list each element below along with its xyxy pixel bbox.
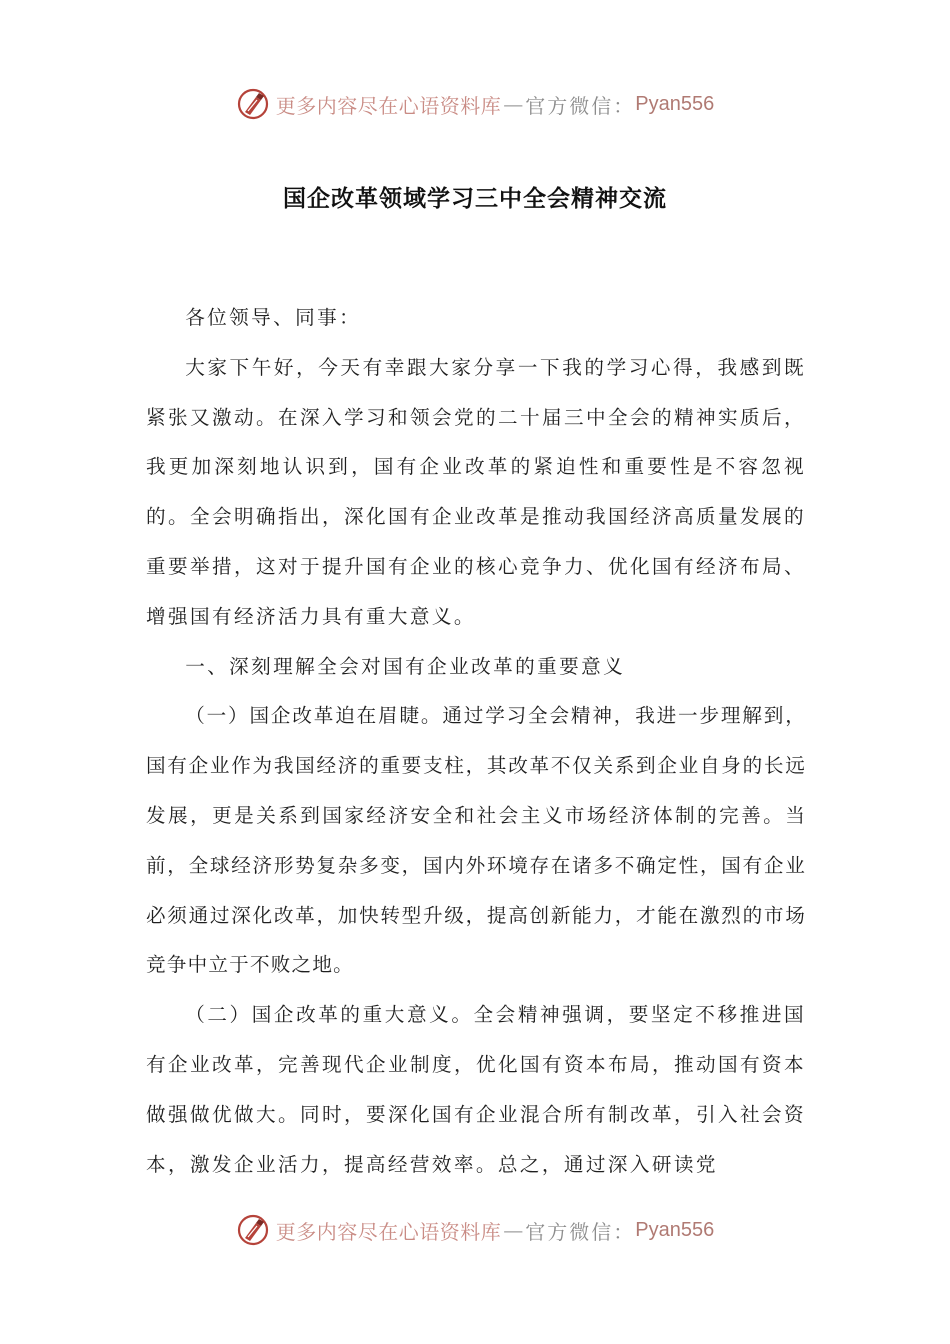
watermark-wechat-label: 官方微信： bbox=[525, 1219, 636, 1244]
body-paragraph: （二）国企改革的重大意义。全会精神强调，要坚定不移推进国有企业改革，完善现代企业制度，优化国有资本布局，推动国有资本做强做优做大。同时，要深化国有企业混合所有制改革，引入社会资本，激发企业活力，提高经营效率。总之，通过深入研读党 bbox=[146, 1003, 806, 1176]
watermark-separator: — bbox=[503, 1218, 524, 1242]
pen-nib-logo-icon bbox=[236, 87, 270, 121]
document-body bbox=[146, 293, 806, 1189]
body-paragraph: （一）国企改革迫在眉睫。通过学习全会精神，我进一步理解到，国有企业作为我国经济的重要支柱，其改革不仅关系到企业自身的长远发展，更是关系到国家经济安全和社会主义市场经济体制的完善。当前，全球经济形势复杂多变，国内外环境存在诸多不确定性，国有企业必须通过深化改革，加快转型升级，提高创新能力，才能在激烈的市场竞争中立于不败之地。 bbox=[146, 704, 806, 977]
watermark-banner-top bbox=[0, 84, 950, 124]
watermark-wechat-id: Pyan556 bbox=[635, 92, 715, 115]
watermark-separator: — bbox=[503, 92, 524, 116]
section-heading: 一、深刻理解全会对国有企业改革的重要意义 bbox=[185, 654, 626, 678]
watermark-text: 更多内容尽在心语资料库 bbox=[275, 1219, 502, 1244]
salutation: 各位领导、同事： bbox=[185, 306, 362, 329]
watermark-text: 更多内容尽在心语资料库 bbox=[275, 93, 502, 118]
body-paragraph: 大家下午好，今天有幸跟大家分享一下我的学习心得，我感到既紧张又激动。在深入学习和领会党的二十届三中全会的精神实质后，我更加深刻地认识到，国有企业改革的紧迫性和重要性是不容忽视的。全会明确指出，深化国有企业改革是推动我国经济高质量发展的重要举措，这对于提升国有企业的核心竞争力、优化国有经济布局、增强国有经济活力具有重大意义。 bbox=[146, 355, 806, 628]
watermark-wechat-label: 官方微信： bbox=[525, 93, 636, 118]
watermark-banner-bottom bbox=[0, 1210, 950, 1250]
watermark-wechat-id: Pyan556 bbox=[635, 1218, 715, 1241]
document-title: 国企改革领域学习三中全会精神交流 bbox=[283, 185, 667, 212]
pen-nib-logo-icon bbox=[236, 1213, 270, 1247]
